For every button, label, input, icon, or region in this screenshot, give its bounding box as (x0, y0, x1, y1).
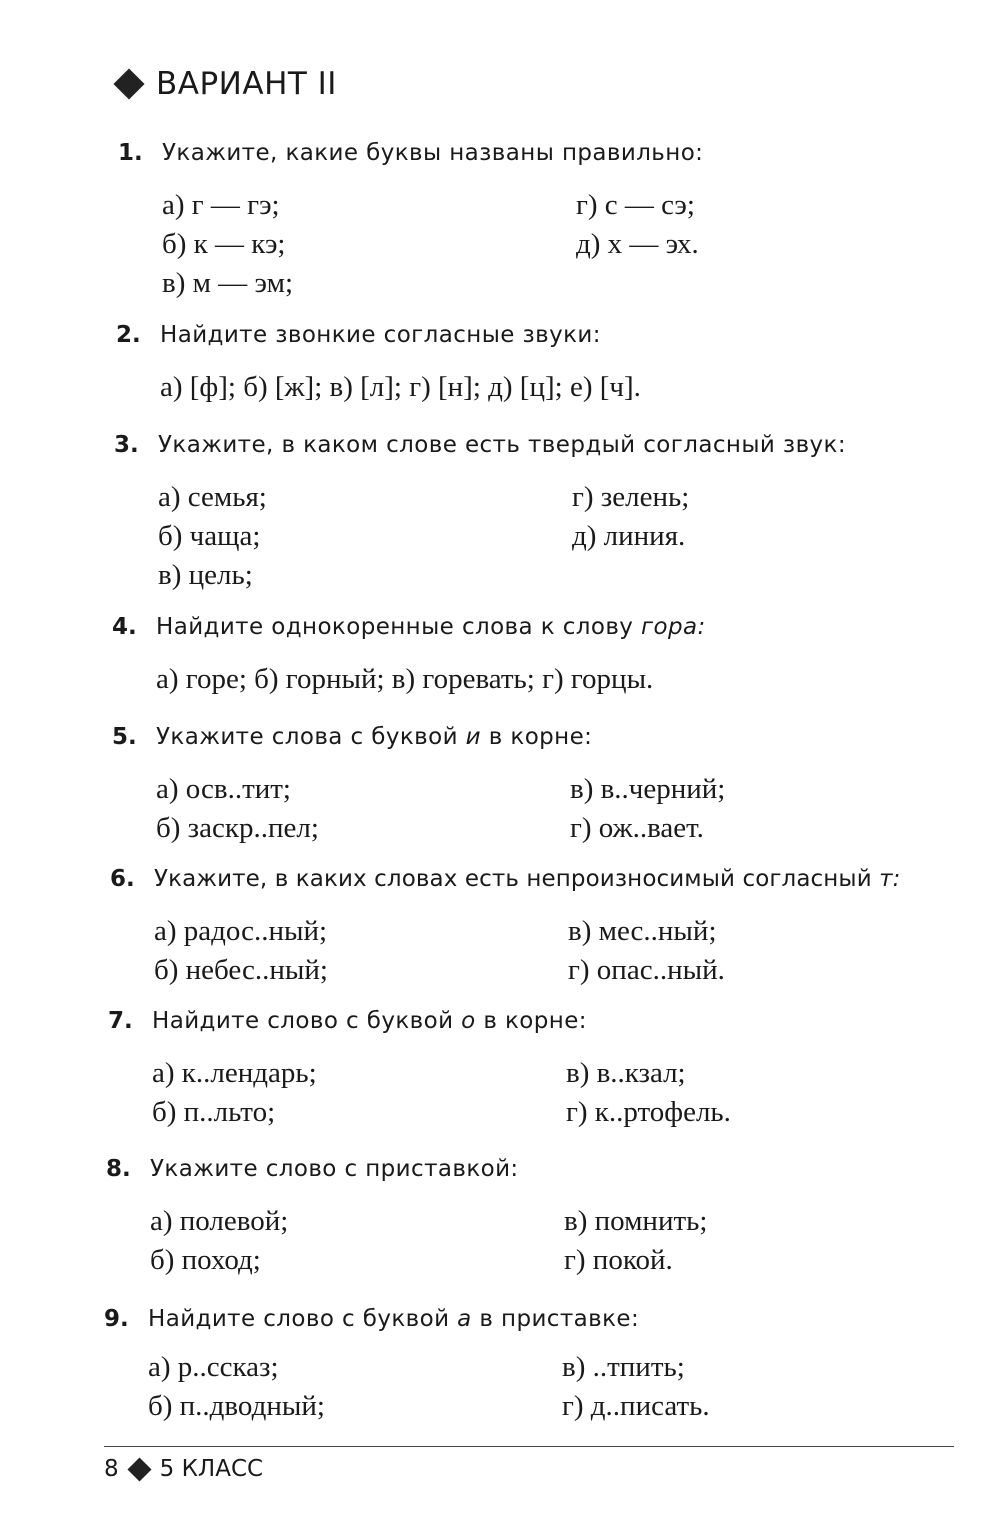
answer-option: а) радос..ный; (154, 915, 328, 947)
question-5 (112, 724, 726, 848)
question-8 (106, 1156, 708, 1280)
question-9 (104, 1306, 710, 1426)
question-3 (114, 432, 846, 595)
answer-option: б) небес..ный; (154, 954, 328, 986)
answer-option: а) р..ссказ; (148, 1351, 279, 1383)
answer-option: г) опас..ный. (568, 954, 725, 986)
question-number: 9. (104, 1306, 129, 1332)
question-text: Найдите звонкие согласные звуки: (160, 322, 601, 348)
answer-option: б) п..дводный; (148, 1390, 325, 1422)
question-text-after: в приставке: (479, 1306, 640, 1332)
answer-option: б) поход; (150, 1244, 261, 1276)
answer-option: б) к — кэ; (162, 228, 286, 260)
question-keyword: о (461, 1008, 476, 1034)
answer-options-inline: а) [ф]; б) [ж]; в) [л]; г) [н]; д) [ц]; е) [ч]. (160, 371, 641, 403)
question-text-after: в корне: (488, 724, 593, 750)
question-keyword: т: (879, 866, 901, 892)
question-keyword: и (465, 724, 482, 750)
answer-options (160, 368, 641, 407)
diamond-bullet-icon (113, 68, 144, 99)
answer-option: а) осв..тит; (156, 773, 291, 805)
answer-options (150, 1202, 708, 1280)
question-number: 5. (112, 724, 137, 750)
answer-option: а) г — гэ; (162, 189, 280, 221)
question-2 (116, 322, 641, 407)
question-text-after: в корне: (483, 1008, 587, 1034)
answer-option: а) полевой; (150, 1205, 289, 1237)
question-1 (118, 140, 703, 303)
answer-option: г) покой. (564, 1244, 673, 1276)
variant-title: ВАРИАНТ II (156, 66, 337, 102)
answer-option: г) с — сэ; (576, 189, 695, 221)
answer-option: а) к..лендарь; (152, 1057, 317, 1089)
question-text: Укажите слова с буквой (156, 724, 458, 750)
answer-options (152, 1054, 731, 1132)
question-number: 6. (110, 866, 135, 892)
answer-option: в) м — эм; (162, 267, 294, 299)
answer-options (158, 478, 846, 595)
answer-options (156, 660, 706, 699)
answer-options (162, 186, 703, 303)
question-7 (108, 1008, 731, 1132)
question-text: Найдите слово с буквой (148, 1306, 450, 1332)
question-text: Укажите, какие буквы названы правильно: (162, 140, 704, 166)
question-number: 2. (116, 322, 141, 348)
answer-option: г) к..ртофель. (566, 1096, 731, 1128)
answer-option: в) ..тпить; (562, 1351, 685, 1383)
answer-option: в) мес..ный; (568, 915, 717, 947)
variant-header (118, 66, 337, 102)
question-text: Найдите слово с буквой (152, 1008, 454, 1034)
question-text: Укажите, в каких словах есть непроизносимый согласный (154, 866, 872, 892)
answer-options (148, 1348, 710, 1426)
page-number: 8 (104, 1456, 119, 1482)
question-number: 3. (114, 432, 139, 458)
question-number: 4. (112, 614, 137, 640)
question-text: Укажите, в каком слове есть твердый согласный звук: (158, 432, 846, 458)
diamond-bullet-icon (127, 1457, 151, 1481)
answer-option: г) зелень; (572, 481, 690, 513)
question-keyword: а (457, 1306, 472, 1332)
answer-options (156, 770, 726, 848)
answer-option: в) в..черний; (570, 773, 726, 805)
question-number: 1. (118, 140, 143, 166)
page-footer (104, 1456, 263, 1482)
answer-option: г) ож..вает. (570, 812, 704, 844)
answer-option: г) д..писать. (562, 1390, 710, 1422)
answer-option: в) цель; (158, 559, 253, 591)
class-label: 5 КЛАСС (159, 1456, 264, 1482)
footer-divider (104, 1446, 954, 1447)
question-text: Найдите однокоренные слова к слову (156, 614, 634, 640)
answer-option: д) линия. (572, 520, 686, 552)
answer-option: б) п..льто; (152, 1096, 276, 1128)
answer-options (154, 912, 901, 990)
question-number: 8. (106, 1156, 131, 1182)
answer-option: в) помнить; (564, 1205, 708, 1237)
answer-option: а) семья; (158, 481, 267, 513)
question-6 (110, 866, 901, 990)
question-4 (112, 614, 706, 699)
answer-option: б) заскр..пел; (156, 812, 319, 844)
question-number: 7. (108, 1008, 133, 1034)
answer-option: б) чаща; (158, 520, 261, 552)
question-text: Укажите слово с приставкой: (150, 1156, 519, 1182)
answer-option: д) х — эх. (576, 228, 699, 260)
question-keyword: гора: (641, 614, 706, 640)
answer-option: в) в..кзал; (566, 1057, 686, 1089)
answer-options-inline: а) горе; б) горный; в) горевать; г) горцы. (156, 663, 654, 695)
